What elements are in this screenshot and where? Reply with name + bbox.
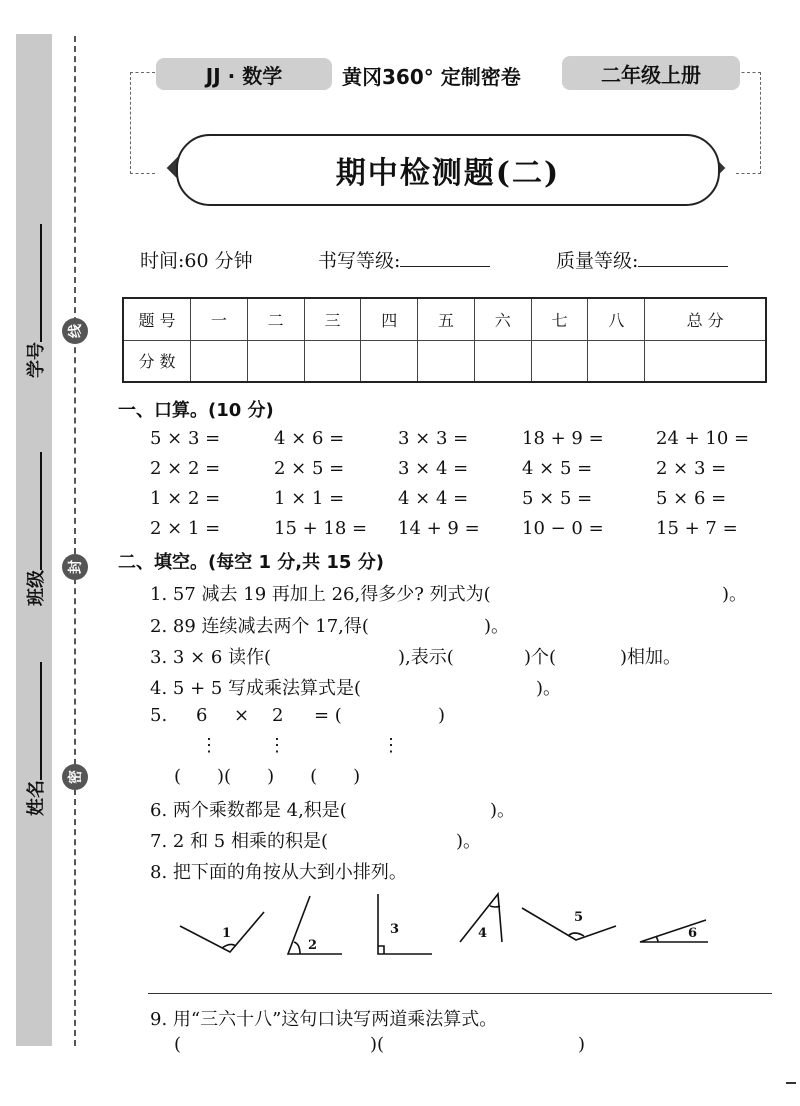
question-5-factor2: 2 bbox=[272, 705, 284, 726]
question-1-end: )。 bbox=[722, 584, 748, 605]
question-5-factor1: 6 bbox=[196, 705, 208, 726]
class-field bbox=[22, 452, 48, 606]
calc-item: 2 × 1 = bbox=[150, 518, 221, 539]
question-4: 4. 5 + 5 写成乘法算式是( bbox=[150, 678, 362, 699]
question-6: 6. 两个乘数都是 4,积是( bbox=[150, 800, 347, 821]
quality-grade-label: 质量等级: bbox=[556, 250, 639, 272]
question-6-end: )。 bbox=[490, 800, 516, 821]
name-field bbox=[22, 662, 48, 816]
question-9-open: ( bbox=[174, 1034, 182, 1055]
question-1: 1. 57 减去 19 再加上 26,得多少? 列式为( bbox=[150, 584, 491, 605]
section1-title: 一、口算。(10 分) bbox=[118, 400, 274, 421]
question-4-end: )。 bbox=[536, 678, 562, 699]
quality-grade bbox=[556, 246, 728, 273]
score-cell[interactable] bbox=[645, 340, 766, 382]
question-3-part3: )个( bbox=[524, 647, 557, 668]
score-table-score-row bbox=[123, 340, 766, 382]
calc-item: 3 × 4 = bbox=[398, 458, 469, 479]
calc-item: 2 × 3 = bbox=[656, 458, 727, 479]
angle-label: 5 bbox=[574, 910, 584, 925]
right-bracket bbox=[736, 72, 761, 174]
table-header-cell: 四 bbox=[361, 298, 418, 340]
question-8: 8. 把下面的角按从大到小排列。 bbox=[150, 862, 407, 883]
subject-pill: JJ · 数学 bbox=[156, 58, 332, 90]
answer-line[interactable] bbox=[148, 993, 772, 994]
calc-item: 4 × 6 = bbox=[274, 428, 345, 449]
angle-2-arc bbox=[294, 942, 300, 954]
angles-figure bbox=[170, 890, 730, 970]
calc-item: 4 × 5 = bbox=[522, 458, 593, 479]
score-cell[interactable] bbox=[361, 340, 418, 382]
score-cell[interactable] bbox=[474, 340, 531, 382]
student-id-blank[interactable] bbox=[26, 224, 42, 342]
table-header-cell: 五 bbox=[418, 298, 475, 340]
publisher-title: 黄冈360° 定制密卷 bbox=[342, 65, 521, 89]
table-header-cell: 二 bbox=[247, 298, 304, 340]
angle-3-mark bbox=[378, 946, 384, 954]
question-5-dots: ⋮ bbox=[200, 735, 218, 756]
score-cell[interactable] bbox=[191, 340, 248, 382]
angle-label: 3 bbox=[390, 922, 400, 937]
calc-item: 24 + 10 = bbox=[656, 428, 750, 449]
question-5-blank-mid: ( )( ) ( ) bbox=[174, 766, 361, 787]
angle-6 bbox=[640, 920, 708, 942]
question-2: 2. 89 连续减去两个 17,得( bbox=[150, 616, 369, 637]
calc-item: 15 + 18 = bbox=[274, 518, 368, 539]
angle-label: 6 bbox=[688, 926, 698, 941]
question-9-mid: )( bbox=[370, 1034, 385, 1055]
calc-item: 14 + 9 = bbox=[398, 518, 480, 539]
section2-title: 二、填空。(每空 1 分,共 15 分) bbox=[118, 552, 384, 573]
writing-grade bbox=[318, 246, 490, 273]
page-mark bbox=[786, 1082, 796, 1084]
score-table bbox=[122, 297, 767, 383]
calc-item: 2 × 2 = bbox=[150, 458, 221, 479]
calc-item: 10 − 0 = bbox=[522, 518, 604, 539]
seal-xian: 线 bbox=[62, 318, 88, 344]
student-id-field bbox=[22, 224, 48, 378]
table-header-cell: 三 bbox=[304, 298, 361, 340]
calc-item: 1 × 2 = bbox=[150, 488, 221, 509]
writing-grade-label: 书写等级: bbox=[318, 250, 401, 272]
name-label: 姓名 bbox=[26, 780, 47, 816]
calc-item: 18 + 9 = bbox=[522, 428, 604, 449]
calc-item: 5 × 5 = bbox=[522, 488, 593, 509]
table-header-cell: 七 bbox=[531, 298, 588, 340]
calc-item: 5 × 3 = bbox=[150, 428, 221, 449]
student-id-label: 学号 bbox=[26, 342, 47, 378]
title-box bbox=[176, 134, 720, 206]
question-3: 3. 3 × 6 读作( bbox=[150, 647, 272, 668]
table-header-cell: 一 bbox=[191, 298, 248, 340]
score-cell[interactable] bbox=[304, 340, 361, 382]
angle-5-arc bbox=[568, 933, 584, 936]
grade-pill: 二年级上册 bbox=[562, 56, 740, 90]
table-cell-label: 分 数 bbox=[123, 340, 191, 382]
question-5-equals: = ( bbox=[314, 705, 342, 726]
quality-grade-blank[interactable] bbox=[638, 248, 728, 267]
angle-label: 2 bbox=[308, 938, 318, 953]
calc-item: 2 × 5 = bbox=[274, 458, 345, 479]
time-info: 时间:60 分钟 bbox=[140, 250, 253, 272]
page-title: 期中检测题(二) bbox=[335, 156, 561, 191]
question-9-close: ) bbox=[578, 1034, 586, 1055]
calc-item: 5 × 6 = bbox=[656, 488, 727, 509]
question-2-end: )。 bbox=[484, 616, 510, 637]
score-cell[interactable] bbox=[531, 340, 588, 382]
question-7: 7. 2 和 5 相乘的积是( bbox=[150, 831, 328, 852]
angle-label: 1 bbox=[222, 926, 232, 941]
question-5-number: 5. bbox=[150, 705, 168, 726]
angle-4-arc bbox=[490, 906, 500, 907]
calc-item: 3 × 3 = bbox=[398, 428, 469, 449]
score-cell[interactable] bbox=[247, 340, 304, 382]
angle-label: 4 bbox=[478, 926, 488, 941]
score-cell[interactable] bbox=[588, 340, 645, 382]
name-blank[interactable] bbox=[26, 662, 42, 780]
question-3-part4: )相加。 bbox=[620, 647, 682, 668]
question-5-dots: ⋮ bbox=[382, 735, 400, 756]
angle-3 bbox=[378, 894, 432, 954]
question-3-part2: ),表示( bbox=[398, 647, 454, 668]
calc-item: 1 × 1 = bbox=[274, 488, 345, 509]
question-9: 9. 用“三六十八”这句口诀写两道乘法算式。 bbox=[150, 1009, 498, 1030]
seal-feng: 封 bbox=[62, 554, 88, 580]
calc-item: 4 × 4 = bbox=[398, 488, 469, 509]
table-cell-label: 题 号 bbox=[123, 298, 191, 340]
question-5-dots: ⋮ bbox=[268, 735, 286, 756]
question-5-close: ) bbox=[438, 705, 446, 726]
score-cell[interactable] bbox=[418, 340, 475, 382]
table-header-cell: 八 bbox=[588, 298, 645, 340]
seal-mi: 密 bbox=[62, 764, 88, 790]
class-label: 班级 bbox=[26, 570, 47, 606]
calc-item: 15 + 7 = bbox=[656, 518, 738, 539]
left-bracket bbox=[130, 72, 155, 174]
class-blank[interactable] bbox=[26, 452, 42, 570]
table-header-cell: 六 bbox=[474, 298, 531, 340]
question-5-operator: × bbox=[234, 705, 250, 726]
cut-line bbox=[74, 36, 76, 1046]
table-header-cell: 总 分 bbox=[645, 298, 766, 340]
question-7-end: )。 bbox=[456, 831, 482, 852]
writing-grade-blank[interactable] bbox=[400, 248, 490, 267]
score-table-header-row bbox=[123, 298, 766, 340]
